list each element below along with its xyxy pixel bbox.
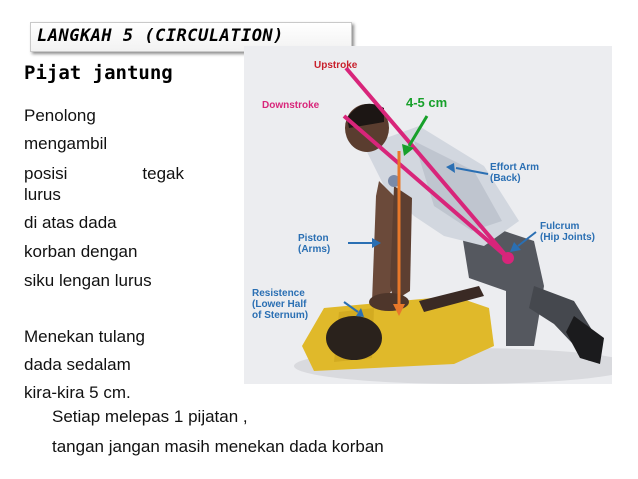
label-upstroke: Upstroke [314,60,358,71]
slide-title: LANGKAH 5 (CIRCULATION) [37,26,284,46]
bottom-line: tangan jangan masih menekan dada korban [52,437,384,456]
text-line: kira-kira 5 cm. [24,383,131,402]
text-line: Penolong [24,106,96,125]
label-line: (Arms) [298,244,331,255]
text-line: dada sedalam [24,355,131,374]
text-line: siku lengan lurus [24,271,152,290]
label-fulcrum [540,221,595,243]
text-line: mengambil [24,134,108,153]
text-line: lurus [24,185,61,204]
label-line: Resistence [252,288,305,299]
label-line: Effort Arm [490,162,540,173]
text-line: di atas dada [24,213,117,232]
text-word: posisi [24,164,68,183]
label-line: Fulcrum [540,221,580,232]
label-effort-arm [490,162,539,184]
text-line: Menekan tulang [24,327,145,346]
text-line: korban dengan [24,242,138,261]
text-line [24,164,184,184]
label-line: of Sternum) [252,310,309,321]
label-piston [298,233,330,255]
label-line: (Lower Half [252,299,307,310]
text-word: tegak [142,164,184,183]
label-resistance [252,288,308,321]
label-line: (Back) [490,173,521,184]
label-depth: 4-5 cm [406,95,448,110]
label-line: Piston [298,233,329,244]
slide-subtitle: Pijat jantung [24,62,173,84]
bottom-line: Setiap melepas 1 pijatan , [52,407,248,426]
cpr-diagram [244,46,612,384]
label-downstroke: Downstroke [262,100,320,111]
label-line: (Hip Joints) [540,232,595,243]
